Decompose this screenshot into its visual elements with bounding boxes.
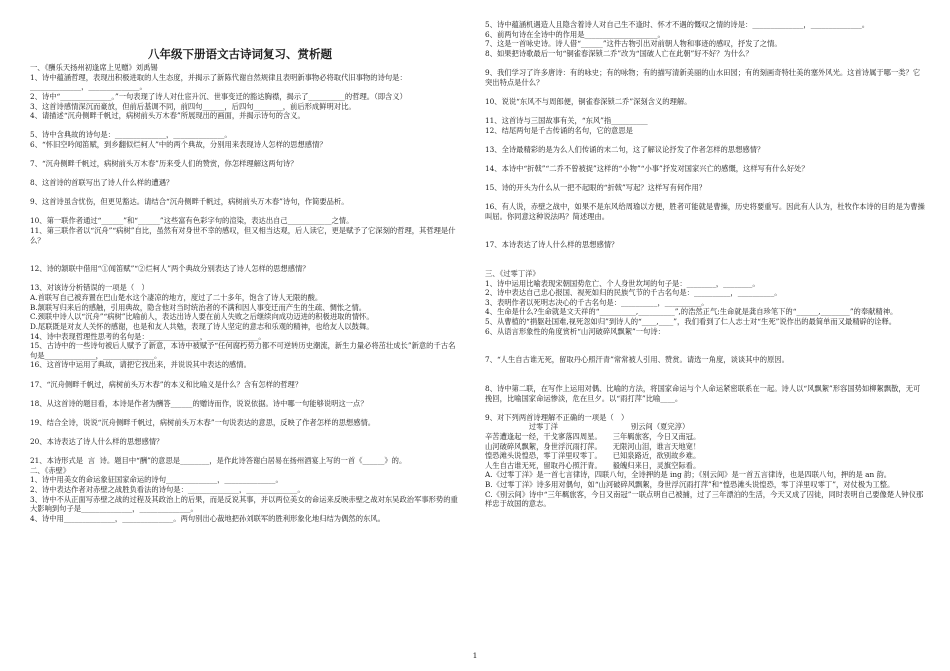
text-line: 18、从这首诗的题目看，本诗是作者为酬答______的赠诗而作，说说依据。诗中哪一句能够说明这一点？ [30, 398, 368, 408]
answer-space [485, 374, 925, 384]
text-line: 惶恐滩头说惶恐，零丁洋里叹零丁。 已知泉路近，欲别故乡难。 [485, 451, 701, 461]
text-line: 2、诗中“______________。”一句表现了诗人对仕宦升沉、世事变迁的豁达胸襟，揭示了__________的哲理。（即含义） [30, 91, 407, 101]
answer-space [485, 87, 925, 97]
answer-space [485, 365, 925, 375]
text-line: 17、本诗表达了诗人什么样的思想感情？ [485, 240, 619, 250]
text-line: 20、本诗表达了诗人什么样的思想感情？ [30, 436, 164, 446]
text-line: A.《过零丁洋》是一首七言律诗，四联八句，全诗押的是 ing 韵；《别云间》是一首五言律诗，也是四联八句，押的是 an 韵。 [485, 470, 892, 480]
text-line: C.颈联中诗人以“沉舟”“病树”比喻前人，表达出诗人要在前人失败之后继续向成功迈进的积极进取的情怀。 [30, 312, 374, 322]
text-line: 辛苦遭逢起一经，干戈寥落四周星。 三年羁旅客，今日又南冠。 [485, 431, 701, 441]
text-line: 6、前两句诗在全诗中的作用是____________________。 [485, 29, 665, 39]
answer-space [30, 447, 462, 457]
answer-space [30, 255, 462, 265]
text-line: 2、诗中表达作者对赤壁之战胜负看法的诗句是：______________，______________。 [30, 484, 305, 494]
text-line: D.尾联既是对友人关怀的感谢，也是和友人共勉，表现了诗人坚定的意志和乐观的精神，也给友人以鼓舞。 [30, 321, 374, 331]
text-line: 15、古诗中的一些诗句被后人赋予了新意，本诗中被赋予“任何腐朽势力都不可逆转历史潮流，新生力量必将茁壮成长”新意的千古名句是______________，______________。 [30, 341, 456, 360]
answer-space [485, 346, 925, 356]
text-line: 10、第一联作者通过“______”和“______”这些富有色彩字句的渲染，表达出自己____________之情。 [30, 216, 354, 226]
answer-space [30, 408, 462, 418]
text-line: 5、诗中含典故的诗句是：______________，______________。 [30, 130, 232, 140]
answer-space [30, 245, 462, 255]
text-line: 一、《酬乐天扬州初逢席上见赠》刘禹锡 [30, 63, 158, 72]
text-line: A.首联写自己被弃置在巴山楚水这个凄凉的地方，度过了二十多年，饱含了诗人无限的酸。 [30, 293, 323, 302]
text-line: 16、有人说，赤壁之战中，如果不是东风给周瑜以方便，胜者可能就是曹操，历史将要重写。因此有人认为，杜牧作本诗的目的是为曹操叫屈。你同意这种说法吗？简述理由。 [485, 202, 925, 221]
answer-space [485, 59, 925, 69]
text-line: 9、我们学习了许多唐诗：有的咏史；有的咏物；有的描写清新美丽的山水田园；有的刻画奇特壮美的塞外风光。这首诗属于哪一类？它突出特点是什么？ [485, 68, 921, 87]
text-line: 15、诗的开头为什么从一把不起眼的“折戟”写起？这样写有何作用？ [485, 182, 707, 192]
text-line: 5、诗中蕴涵机遇造人且隐含着诗人对自己生不逢时、怀才不遇的慨叹之情的诗是：______________，______________。 [485, 20, 870, 29]
text-line: 11、这首诗与三国故事有关，“东风”指__________ [485, 115, 648, 125]
text-line: 4、诗中用______________，______________。两句别出心裁地把孙刘联军的胜利形象化地归结为偶然的东风。 [30, 513, 385, 523]
page-title: 八年级下册语文古诗词复习、赏析题 [148, 47, 332, 61]
answer-space [485, 154, 925, 164]
text-line: 12、结尾两句是千古传诵的名句，它的意思是 [485, 125, 633, 135]
page-number: 1 [472, 651, 478, 660]
text-line: 3、这首诗感情深沉而豪放，但前后基调不同，前四句______，后四句________，前后形成鲜明对比。 [30, 101, 356, 111]
answer-space [485, 231, 925, 241]
answer-space [485, 173, 925, 183]
left-column [30, 63, 462, 523]
answer-space [30, 274, 462, 284]
answer-space [485, 250, 925, 260]
text-line: 3、诗中不从正面写赤壁之战的过程及其政治上的后果，而是反说其事，并以两位美女的命运来反映赤壁之战对东吴政治军事形势的重大影响到句子是______________，______________。 [30, 494, 458, 514]
answer-space [485, 193, 925, 203]
text-line: 6、从语言形象性的角度赏析“山河破碎风飘絮”一句诗： [485, 326, 665, 336]
text-line: 7、“人生自古谁无死，留取丹心照汗青”常常被人引用、赞赏。请选一角度，谈谈其中的原因。 [485, 355, 789, 365]
answer-space [485, 403, 925, 413]
text-line: 6、“怀旧空吟闻笛赋，到乡翻似烂柯人”中的两个典故，分别用来表现诗人怎样的思想感情？ [30, 139, 327, 149]
text-line: 8、诗中第二联，在写作上运用对偶、比喻的方法，将国家命运与个人命运紧密联系在一起。诗人以“风飘絮”形容国势如柳絮飘散，无可挽回，比喻国家命运惨淡，危在旦夕。以“雨打萍”比喻____。 [485, 383, 921, 403]
answer-space [485, 135, 925, 145]
text-line: 人生自古谁无死，留取丹心照汗青。 毅魄归来日，灵旗空际看。 [485, 460, 701, 470]
text-line: B.颔联写归来后的感触，引用典故，隐含他对当时统治者的不满和因人事变迁而产生的生疏、惆怅之情。 [30, 302, 367, 312]
text-line: 山河破碎风飘絮，身世浮沉雨打萍。 无限河山泪，谁言天地宽！ [485, 441, 701, 451]
text-line: 7、“沉舟侧畔千帆过，病树前头万木春”历来受人们的赞赏，你怎样理解这两句诗？ [30, 159, 298, 168]
text-line: 1、诗中蕴涵哲理，表现出积极进取的人生态度，并揭示了新陈代谢自然规律且表明新事物必将取代旧事物的诗句是：______________，______________。 [30, 72, 407, 92]
answer-space [30, 427, 462, 437]
text-line: 5、从曹植的“捐躯赴国难,视死忽如归”到诗人的“____,____”，我们看到了仁人志士对“生死”说作出的最简单而又最精辟的诠释。 [485, 317, 897, 326]
answer-space [30, 188, 462, 198]
text-line: 8、这首诗的首联写出了诗人什么样的遭遇？ [30, 178, 174, 188]
text-line: 9、这首诗虽含忧伤，但更见豁达。请结合“沉舟侧畔千帆过，病树前头万木春”诗句，作简要品析。 [30, 197, 349, 207]
text-line: 4、生命是什么?生命就是文天祥的“__________,__________”,的浩然正气;生命就是龚自珍笔下的“______,________”的奉献精神。 [485, 307, 898, 317]
text-line: 1、诗中运用比喻表现宋朝国势危亡、个人身世坎坷的句子是：________，________。 [485, 278, 760, 288]
text-line: 3、表明作者以死明志决心的千古名句是：__________，__________。 [485, 297, 709, 307]
text-line: 14、诗中表现哲理性思考的名句是：______________，______________。 [30, 331, 266, 341]
text-line: 9、对下列两首诗理解不正确的一项是（ ） [485, 412, 629, 422]
text-line: 二、《赤壁》 [30, 465, 71, 475]
text-line: 4、请描述“沉舟侧畔千帆过，病树前头万木春”所展现出的画面，并揭示诗句的含义。 [30, 111, 305, 121]
text-line: 1、诗中用美女的命运象征国家命运的诗句______________，______________。 [30, 475, 283, 485]
answer-space [485, 221, 925, 231]
text-line: 10、说说“东风不与周郎便，铜雀春深锁二乔”深刻含义的理解。 [485, 96, 692, 106]
text-line: 7、这是一首咏史诗。诗人借“______”这件古物引出对前朝人物和事迹的感叹，抒发了之情。 [485, 39, 782, 49]
answer-space [30, 370, 462, 380]
text-line: 三、《过零丁洋》 [485, 268, 540, 278]
answer-space [485, 106, 925, 116]
answer-space [30, 121, 462, 131]
answer-space [485, 259, 925, 269]
text-line: C.《别云间》诗中“三年羁旅客，今日又南冠”一联点明自己被捕，过了三年漂泊的生活，今天又成了囚徒，同时表明自己要像楚人钟仪那样忠于故国的意志。 [485, 489, 924, 509]
answer-space [30, 169, 462, 179]
text-line: 11、第三联作者以“沉舟”“病树”自比，虽然有对身世不幸的感叹，但又相当达观，后人读它，更是赋予了它深刻的哲理，其哲理是什么？ [30, 226, 456, 245]
text-line: 14、本诗中“折戟”“二乔不曾被捉”这样的“小物”“小事”抒发对国家兴亡的感慨，这样写有什么好处？ [485, 163, 809, 173]
text-line: 16、这首诗中运用了典故，请把它找出来，并说说其中表达的感情。 [30, 360, 251, 370]
answer-space [30, 207, 462, 217]
text-line: 13、对该诗分析错误的一项是（ ） [30, 283, 149, 293]
answer-space [485, 336, 925, 346]
text-line: 过零丁洋 别云间（夏完淳） [485, 422, 690, 432]
text-line: 13、全诗最精彩的是为么人们传诵的末二句，这了解议论抒发了作者怎样的思想感情？ [485, 144, 765, 154]
text-line: 2、诗中表达自己忠心报国、视死如归的民族气节的千古名句是：__________，__________。 [485, 288, 782, 298]
right-column [485, 20, 925, 509]
text-line: 19、结合全诗，说说“沉舟侧畔千帆过，病树前头万木春”一句说表达的意思，反映了作者怎样的思想感情。 [30, 417, 376, 427]
answer-space [30, 389, 462, 399]
text-line: 17、“沉舟侧畔千帆过，病树前头万木春”的本义和比喻义是什么？含有怎样的哲理？ [30, 379, 303, 389]
text-line: B.《过零丁洋》诗多用对偶句，如“山河破碎风飘絮，身世浮沉雨打萍”和“惶恐滩头说惶恐，零丁洋里叹零丁”，对仗极为工整。 [485, 480, 895, 489]
text-line: 21、本诗形式是 言 诗。题目中“酬”的意思是________，是作此诗答谢白居易在扬州酒宴上写的一首《______》的。 [30, 456, 407, 465]
answer-space [30, 150, 462, 160]
text-line: 8、如果把诗歌最后一句“铜雀春深锁二乔”改为“国破人亡在此朝”好不好？为什么？ [485, 48, 753, 58]
text-line: 12、诗的颔联中借用“①闻笛赋”“②烂柯人”两个典故分别表达了诗人怎样的思想感情？ [30, 264, 310, 274]
